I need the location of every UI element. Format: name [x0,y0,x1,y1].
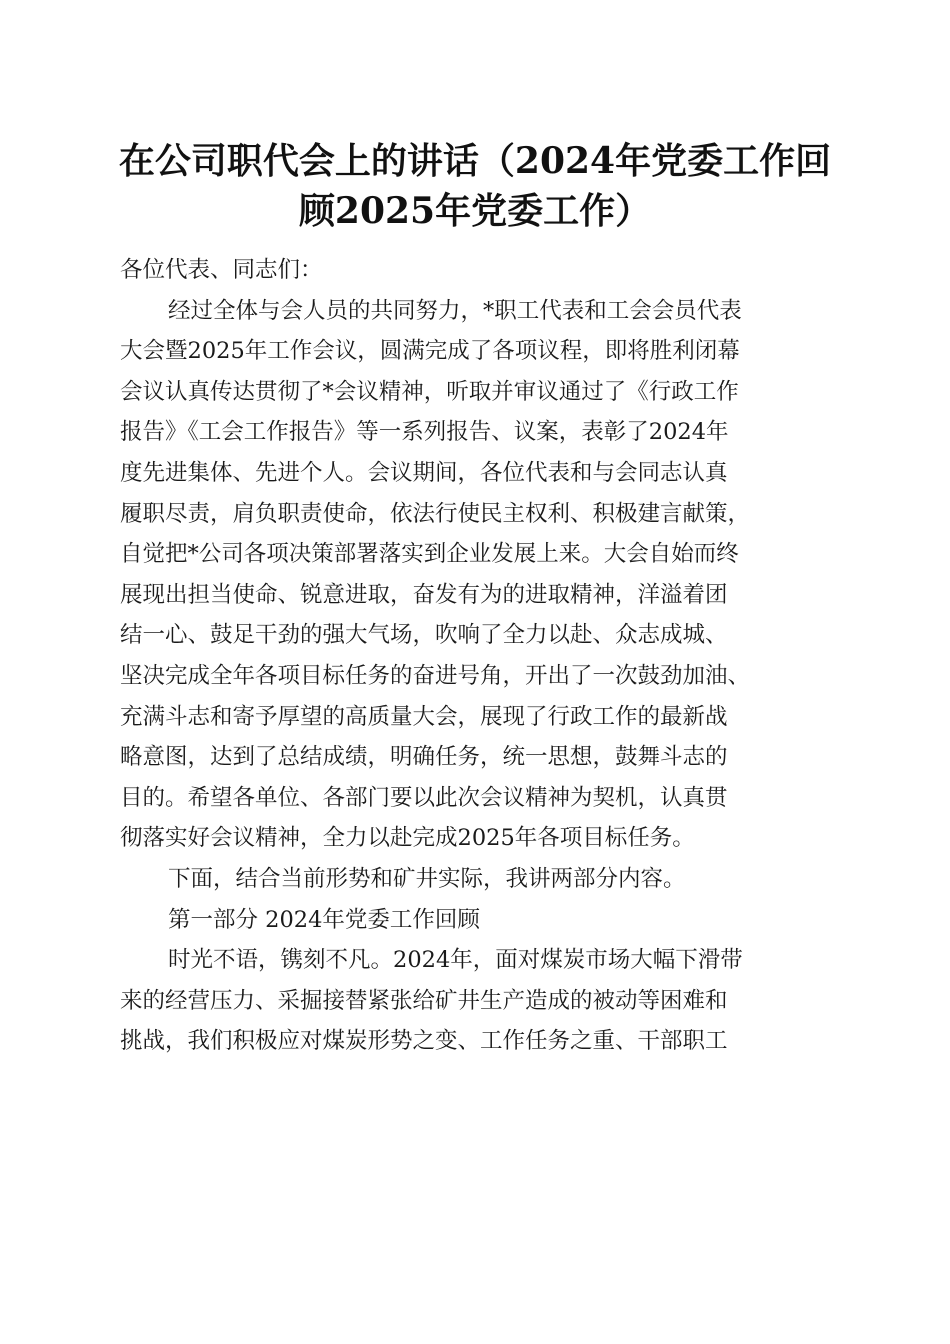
paragraph-1-line: 结一心、鼓足干劲的强大气场，吹响了全力以赴、众志成城、 [120,622,728,649]
paragraph-1-line: 会议认真传达贯彻了*会议精神，听取并审议通过了《行政工作 [120,378,739,405]
salutation: 各位代表、同志们： [120,257,323,283]
paragraph-3-line: 挑战，我们积极应对煤炭形势之变、工作任务之重、干部职工 [120,1028,728,1055]
paragraph-3-line: 时光不语，镌刻不凡。2024年，面对煤炭市场大幅下滑带 [168,947,743,974]
paragraph-1-line: 履职尽责，肩负职责使命，依法行使民主权利、积极建言献策， [120,500,751,527]
paragraph-1-line: 自觉把*公司各项决策部署落实到企业发展上来。大会自始而终 [120,541,739,568]
paragraph-1-line: 度先进集体、先进个人。会议期间，各位代表和与会同志认真 [120,459,728,486]
document-title [100,136,850,236]
paragraph-2: 下面，结合当前形势和矿井实际，我讲两部分内容。 [168,865,686,892]
paragraph-1-line: 大会暨2025年工作会议，圆满完成了各项议程，即将胜利闭幕 [120,338,740,365]
title-line-2: 顾2025年党委工作） [298,190,652,232]
section-heading: 第一部分 2024年党委工作回顾 [168,906,480,933]
title-line-1: 在公司职代会上的讲话（2024年党委工作回 [118,140,832,182]
paragraph-1-line: 充满斗志和寄予厚望的高质量大会，展现了行政工作的最新战 [120,703,728,730]
paragraph-1-line: 彻落实好会议精神，全力以赴完成2025年各项目标任务。 [120,825,695,852]
paragraph-1-line: 展现出担当使命、锐意进取，奋发有为的进取精神，洋溢着团 [120,581,728,608]
paragraph-3-line: 来的经营压力、采掘接替紧张给矿井生产造成的被动等困难和 [120,987,728,1014]
document-body [120,250,832,1062]
paragraph-1-line: 经过全体与会人员的共同努力，*职工代表和工会会员代表 [168,297,742,324]
paragraph-1-line: 目的。希望各单位、各部门要以此次会议精神为契机，认真贯 [120,784,728,811]
paragraph-1-line: 坚决完成全年各项目标任务的奋进号角，开出了一次鼓劲加油、 [120,662,751,689]
paragraph-1-line: 略意图，达到了总结成绩，明确任务，统一思想，鼓舞斗志的 [120,744,728,771]
paragraph-1-line: 报告》《工会工作报告》等一系列报告、议案，表彰了2024年 [120,419,729,446]
